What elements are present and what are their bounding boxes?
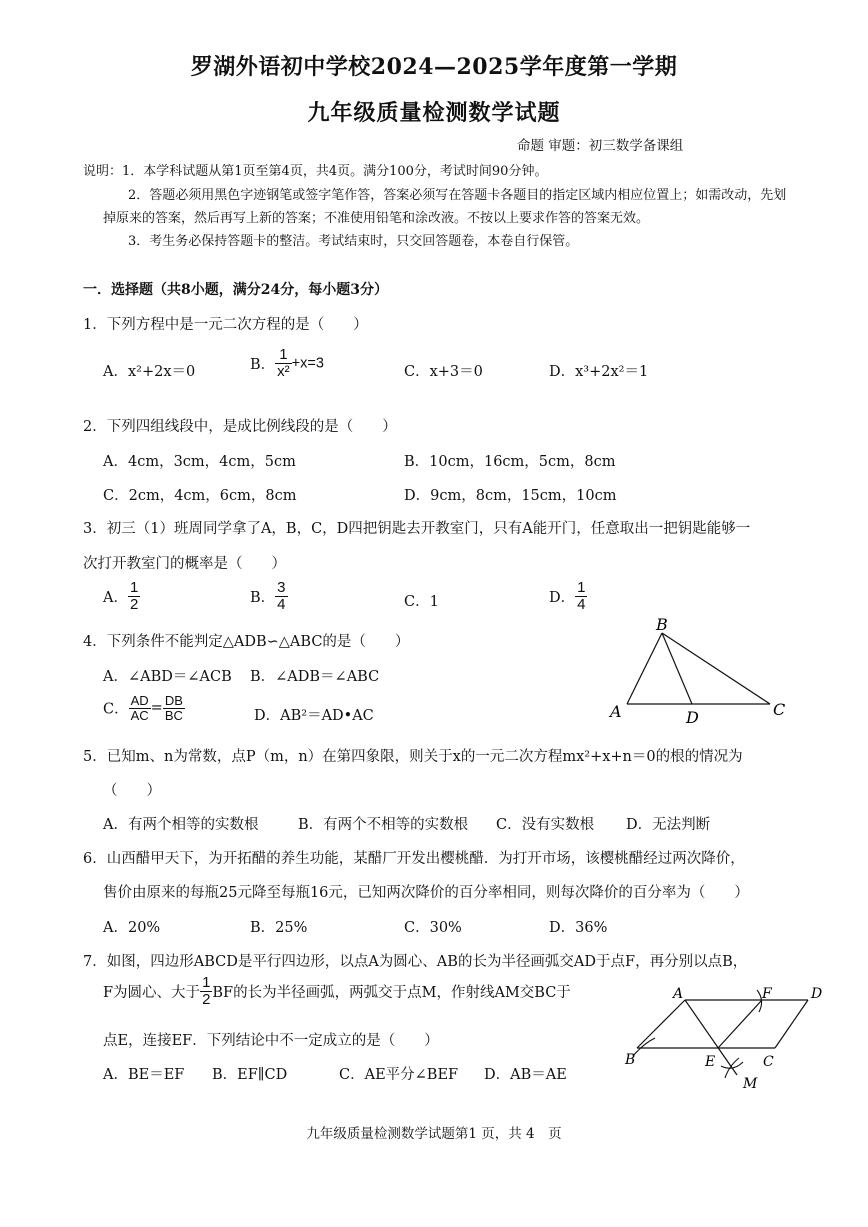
label-b: B [656,615,668,634]
q1-option-b-fraction [275,347,292,380]
q6-option-d: D．36% [549,920,608,936]
q6-option-c: C．30% [404,920,462,936]
q5-option-b: B．有两个不相等的实数根 [298,817,469,833]
page-footer: 九年级质量检测数学试题第1 页，共 4 页 [306,1126,562,1142]
label-d: D [811,986,823,1002]
segment-ba [627,633,662,704]
q2-option-a: A．4cm，3cm，4cm，5cm [103,454,296,470]
q4-option-c-label: C． [103,701,129,718]
q4-option-c [103,694,185,722]
q7-stem-part-1: F为圆心、大于 [103,984,201,1001]
fraction-numerator: 1 [275,347,292,364]
segment-bd [662,633,692,704]
label-c: C [763,1054,774,1070]
instruction-line-2: 2．答题必须用黑色字迹钢笔或签字笔作答，答案必须写在答题卡各题目的指定区域内相应位置上；如需改动，先划 [128,188,787,203]
q6-stem-line-1: 6．山西醋甲天下，为开拓醋的养生功能，某醋厂开发出樱桃醋．为打开市场，该樱桃醋经过两次降价， [83,851,745,867]
fraction-numerator: DB [164,693,183,708]
q3-stem-line-2: 次打开教室门的概率是（ ） [83,556,286,572]
label-d: D [686,708,699,727]
q3-option-d-fraction [575,580,587,613]
q4-option-b: B．∠ADB＝∠ABC [250,669,380,685]
q6-option-b: B．25% [250,920,308,936]
q7-parallelogram-figure [615,980,830,1095]
fraction-denominator: 4 [577,595,586,613]
fraction-denominator: AC [130,707,149,723]
q4-stem: 4．下列条件不能判定△ADB∽△ABC的是（ ） [83,634,410,650]
q3-option-a-label: A． [103,589,128,606]
equals-sign: = [150,700,163,717]
exam-subtitle: 九年级质量检测数学试题 [307,100,561,126]
q1-stem: 1．下列方程中是一元二次方程的是（ ） [83,317,368,333]
label-a: A [610,702,622,721]
q4-option-c-fraction-2 [163,694,185,722]
q7-half-fraction [200,975,212,1008]
q6-stem-line-2: 售价由原来的每瓶25元降至每瓶16元，已知两次降价的百分率相同，则每次降价的百分率为（ ） [103,885,749,901]
fraction-numerator: 1 [129,579,139,596]
q4-option-d: D．AB²＝AD•AC [254,708,374,724]
q5-option-a: A．有两个相等的实数根 [103,817,259,833]
fraction-numerator: 1 [577,579,586,596]
segment-bc [662,633,770,704]
q3-option-a [103,580,140,613]
segment-dc [775,1000,808,1048]
label-e: E [705,1054,716,1070]
q3-option-b [250,580,288,613]
label-m: M [743,1076,758,1092]
q1-option-c: C．x+3＝0 [404,364,483,380]
q1-option-b-tail: +x=3 [291,355,324,372]
fraction-denominator: BC [164,707,183,723]
q2-option-c: C．2cm，4cm，6cm，8cm [103,488,297,504]
q6-option-a: A．20% [103,920,161,936]
q7-stem-line-1: 7．如图，四边形ABCD是平行四边形，以点A为圆心、AB的长为半径画弧交AD于点F，再分别以点B， [83,954,748,970]
q1-option-b-label: B． [250,356,276,373]
fraction-denominator: 2 [202,990,211,1008]
label-c: C [773,700,786,719]
q4-option-a: A．∠ABD＝∠ACB [103,669,232,685]
q3-stem-line-1: 3．初三（1）班周同学拿了A，B，C，D四把钥匙去开教室门，只有A能开门，任意取出一把钥匙能够一 [83,521,751,537]
q7-option-b: B．EF∥CD [212,1067,288,1083]
q2-stem: 2．下列四组线段中，是成比例线段的是（ ） [83,419,397,435]
q5-option-d: D．无法判断 [626,817,711,833]
q3-option-d [549,580,587,613]
q3-option-d-label: D． [549,589,576,606]
segment-ab [637,1000,685,1048]
q7-stem-line-2 [103,975,571,1008]
fraction-denominator: x² [277,362,290,380]
q7-stem-part-2: BF的长为半径画弧，两弧交于点M，作射线AM交BC于 [212,984,571,1001]
segment-ef [718,1000,762,1048]
q1-option-d: D．x³+2x²＝1 [549,364,649,380]
q7-option-d: D．AB＝AE [484,1067,567,1083]
exam-title: 罗湖外语初中学校2024—2025学年度第一学期 [190,54,678,80]
q7-stem-line-3: 点E，连接EF．下列结论中不一定成立的是（ ） [103,1033,439,1049]
q1-option-b [250,347,324,380]
q3-option-b-fraction [275,580,287,613]
q1-option-a: A．x²+2x＝0 [103,364,196,380]
fraction-numerator: 1 [202,974,211,991]
q3-option-a-fraction [128,580,140,613]
label-a: A [673,986,684,1002]
fraction-numerator: 3 [277,579,286,596]
section-heading: 一．选择题（共8小题，满分24分，每小题3分） [83,282,388,298]
q4-triangle-figure [600,610,800,730]
q5-option-c: C．没有实数根 [496,817,595,833]
fraction-numerator: AD [130,693,149,708]
q4-option-c-fraction-1 [129,694,151,722]
fraction-denominator: 2 [129,595,139,613]
q3-option-c: C．1 [404,594,439,610]
q5-stem-line-1: 5．已知m、n为常数，点P（m，n）在第四象限，则关于x的一元二次方程mx²+x+n＝0的根的情况为 [83,749,743,765]
q2-option-b: B．10cm，16cm，5cm，8cm [404,454,616,470]
q7-option-c: C．AE平分∠BEF [339,1067,459,1083]
q3-option-b-label: B． [250,589,276,606]
instruction-line-1: 说明：1．本学科试题从第1页至第4页，共4页。满分100分，考试时间90分钟。 [83,164,548,179]
label-b: B [625,1052,636,1068]
fraction-denominator: 4 [277,595,286,613]
q2-option-d: D．9cm，8cm，15cm，10cm [404,488,617,504]
label-f: F [762,986,772,1002]
instruction-line-4: 3．考生务必保持答题卡的整洁。考试结束时，只交回答题卷，本卷自行保管。 [128,234,579,249]
instruction-line-3: 掉原来的答案，然后再写上新的答案；不准使用铅笔和涂改液。不按以上要求作答的答案无效。 [103,211,650,226]
q5-stem-line-2: （ ） [103,783,161,799]
q7-option-a: A．BE＝EF [103,1067,185,1083]
exam-author: 命题 审题：初三数学备课组 [517,138,684,154]
